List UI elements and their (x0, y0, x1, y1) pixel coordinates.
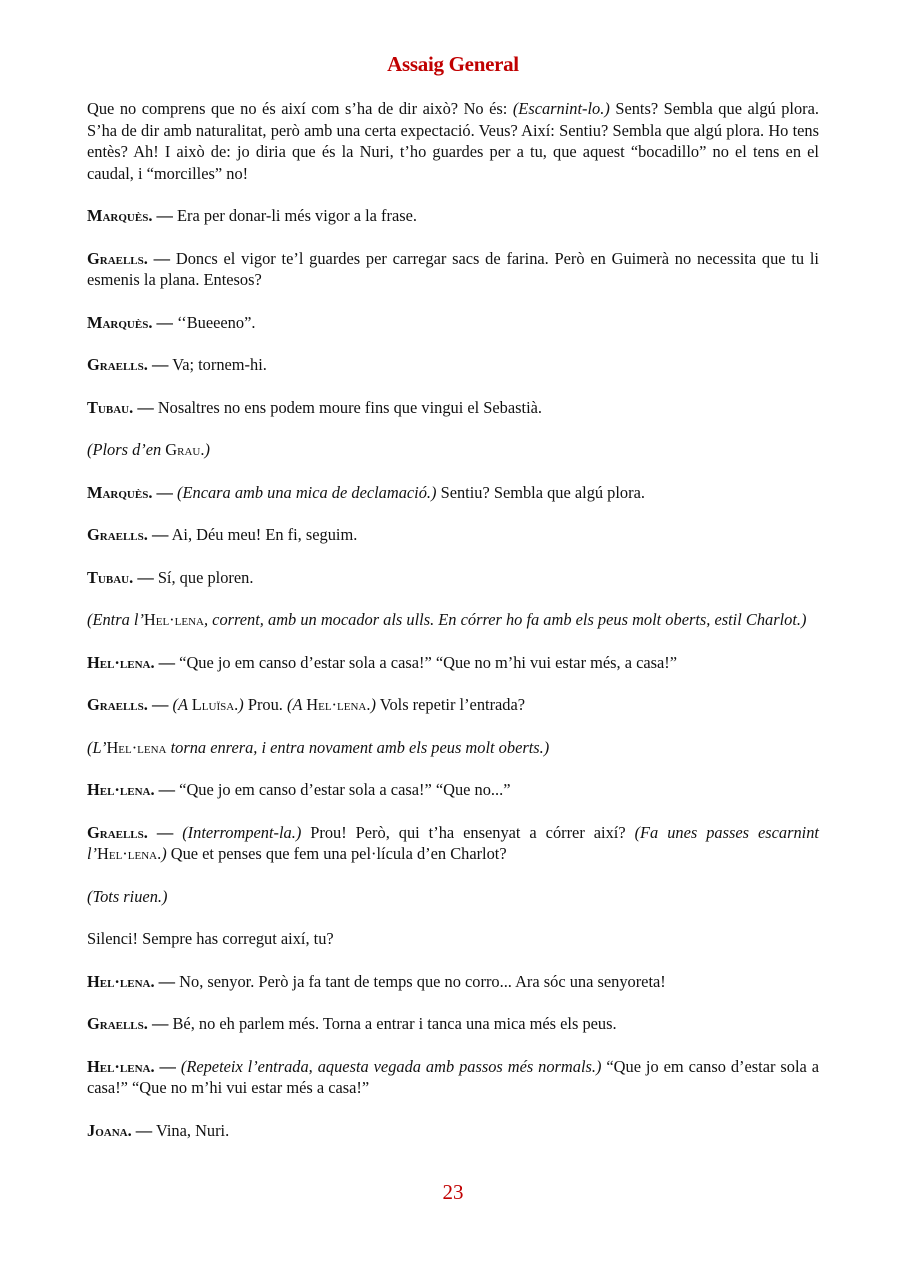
speaker-dash: — (158, 780, 176, 799)
italic-text: ) (238, 695, 244, 714)
dialogue-line (87, 205, 819, 227)
character-name: Lluïsa. (191, 695, 239, 714)
speaker-name: Hel·lena. (87, 1056, 155, 1076)
dialogue-line (87, 397, 819, 419)
text-run: Sentiu? Sembla que algú plora. (436, 482, 645, 502)
speaker-dash: — (158, 652, 176, 672)
character-name: Hel·lena. (306, 695, 371, 714)
stage-direction (87, 439, 819, 461)
text-run: Prou. (243, 695, 287, 714)
text-run: Bé, no eh parlem més. Torna a entrar i tanca una mica més els peus. (172, 1014, 617, 1033)
text-run: Ai, Déu meu! En fi, seguim. (171, 525, 358, 544)
text-run: ‘‘Bueeeno”. (177, 312, 256, 332)
text-paragraph (87, 98, 819, 184)
speaker-name: Hel·lena. (87, 780, 155, 799)
dialogue-line (87, 524, 819, 546)
character-name: Grau. (165, 440, 205, 459)
speaker-name: Joana. (87, 1120, 132, 1140)
speaker-dash: — (153, 248, 171, 268)
speaker-name: Hel·lena. (87, 971, 155, 991)
character-name: Hel·lena (143, 610, 204, 629)
character-name: Hel·lena (106, 737, 167, 757)
speaker-name: Tubau. (87, 397, 134, 417)
dialogue-line (87, 779, 819, 801)
dialogue-line (87, 694, 819, 716)
text-run: No, senyor. Però ja fa tant de temps que no corro... Ara sóc una senyoreta! (179, 971, 666, 991)
text-run: Doncs el vigor te’l guardes per carregar sacs de farina. Però en Guimerà no necessita que tu li esmenis la plana. Entesos? (87, 248, 819, 289)
speaker-name: Marquès. (87, 206, 153, 225)
text-run: Nosaltres no ens podem moure fins que vingui el Sebastià. (157, 397, 543, 417)
dialogue-line (87, 567, 819, 589)
italic-text: (A (287, 695, 307, 714)
speaker-name: Tubau. (87, 567, 134, 587)
text-run: Era per donar-li més vigor a la frase. (177, 206, 417, 225)
dialogue-line (87, 354, 819, 376)
dialogue-line (87, 971, 819, 993)
speaker-dash: — (151, 355, 169, 374)
page-title: Assaig General (387, 52, 519, 76)
page-number: 23 (442, 1180, 464, 1204)
italic-text: (Tots riuen.) (87, 886, 168, 906)
text-run: Vols repetir l’entrada? (375, 695, 526, 714)
speaker-dash: — (156, 822, 174, 842)
speaker-dash: — (135, 1120, 153, 1140)
stage-direction (87, 886, 819, 908)
speaker-dash: — (159, 1056, 176, 1076)
italic-text: (Entra l’ (87, 610, 144, 629)
speaker-dash: — (137, 397, 154, 417)
dialogue-line (87, 1056, 819, 1099)
speaker-dash: — (151, 1014, 169, 1033)
italic-text: (Interrompent-la.) (182, 822, 302, 842)
speaker-name: Marquès. (87, 482, 153, 502)
text-run: “Que jo em canso d’estar sola a casa!” “Que no...” (179, 780, 511, 799)
speaker-name: Graells. (87, 1014, 148, 1033)
text-run: Prou! Però, qui t’ha ensenyat a córrer així? (301, 822, 635, 842)
speaker-dash: — (151, 525, 169, 544)
character-name: Hel·lena. (97, 844, 162, 863)
text-run: “Que jo em canso d’estar sola a casa!” “Que no m’hi vui estar més, a casa!” (179, 652, 678, 672)
italic-text: ) (370, 695, 376, 714)
text-run: Silenci! Sempre has corregut així, tu? (87, 929, 334, 948)
text-run: Sents? Sembla que algú plora. S’ha de dir amb naturalitat, però amb una certa expectació. Veus? Així: Sentiu? Sembla que algú plora. Ho tens entès? Ah! I això de: jo diria que és la Nuri, t’ho guardes per a tu, que aquest “bocadillo” no el tens en el caudal, i “morcilles” no! (87, 99, 819, 183)
speaker-name: Graells. (87, 248, 148, 268)
italic-text: (L’ (87, 737, 107, 757)
text-run: Vina, Nuri. (156, 1120, 230, 1140)
speaker-dash: — (156, 206, 173, 225)
italic-text: (Fa unes passes escarnint l’ (87, 822, 819, 863)
text-run: Que no comprens que no és així com s’ha de dir això? No és: (87, 99, 513, 118)
stage-direction (87, 609, 819, 631)
speaker-name: Graells. (87, 525, 148, 544)
dialogue-line (87, 312, 819, 334)
dialogue-line (87, 822, 819, 865)
speaker-name: Hel·lena. (87, 652, 155, 672)
italic-text: (Escarnint-lo.) (512, 99, 610, 118)
speaker-name: Graells. (87, 355, 148, 374)
speaker-name: Marquès. (87, 312, 153, 332)
italic-text: ) (161, 844, 167, 863)
speaker-dash: — (151, 695, 169, 714)
stage-direction (87, 737, 819, 759)
speaker-dash: — (156, 482, 173, 502)
dialogue-line (87, 482, 819, 504)
dialogue-line (87, 652, 819, 674)
text-run: “Que jo em canso d’estar sola a casa!” “Que no m’hi vui estar més a casa!” (87, 1056, 819, 1097)
text-run: Va; tornem-hi. (172, 355, 267, 374)
text-run: Sí, que ploren. (157, 567, 254, 587)
dialogue-line (87, 1013, 819, 1035)
italic-text: ) (204, 440, 210, 459)
italic-text: (A (172, 695, 192, 714)
dialogue-line (87, 248, 819, 291)
dialogue-line (87, 1120, 819, 1142)
italic-text: , corrent, amb un mocador als ulls. En córrer ho fa amb els peus molt oberts, estil Charlot.) (203, 610, 807, 629)
speaker-dash: — (137, 567, 154, 587)
italic-text: (Encara amb una mica de declamació.) (177, 482, 437, 502)
italic-text: torna enrera, i entra novament amb els peus molt oberts.) (166, 737, 550, 757)
text-run: Que et penses que fem una pel·lícula d’en Charlot? (166, 844, 507, 863)
italic-text: (Repeteix l’entrada, aquesta vegada amb passos més normals.) (180, 1056, 602, 1076)
italic-text: (Plors d’en (87, 440, 166, 459)
speaker-dash: — (156, 312, 173, 332)
speaker-name: Graells. (87, 822, 148, 842)
speaker-name: Graells. (87, 695, 148, 714)
text-paragraph (87, 928, 819, 950)
script-body (87, 98, 819, 1162)
speaker-dash: — (158, 971, 176, 991)
